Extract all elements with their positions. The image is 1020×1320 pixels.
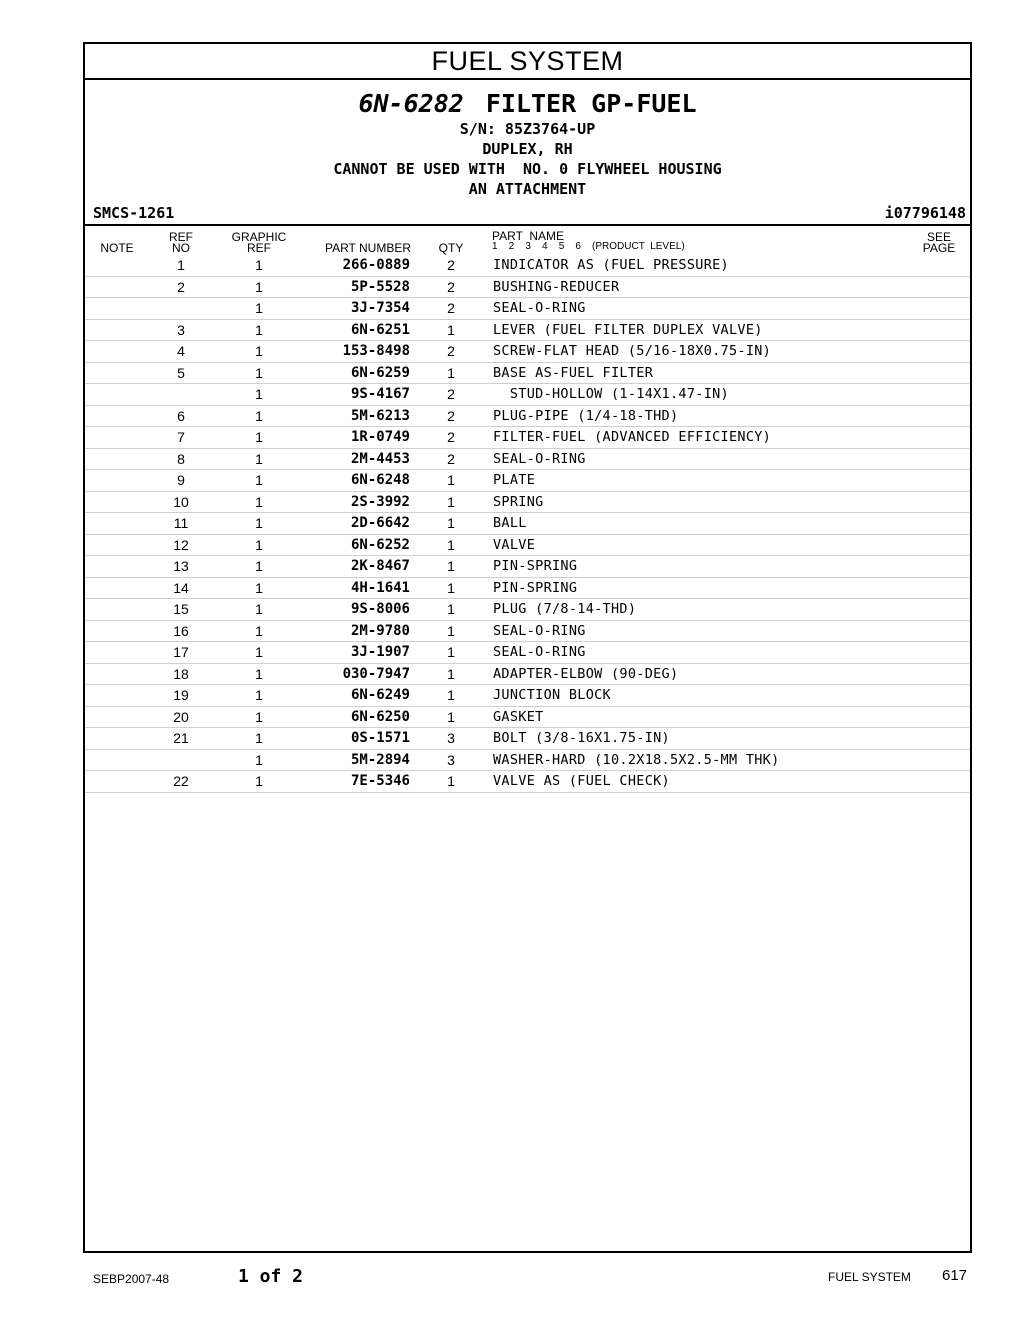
part-number: 5M-6213 [350,407,410,424]
group-heading [85,89,970,199]
ref-no: 22 [173,773,189,789]
graphic-ref: 1 [255,773,263,789]
illustration-id: i07796148 [884,204,966,222]
table-row [85,513,970,535]
part-name: FILTER-FUEL (ADVANCED EFFICIENCY) [493,429,772,445]
qty: 1 [447,493,455,510]
table-row [85,728,970,750]
qty: 1 [447,687,455,703]
ref-no: 3 [177,321,185,338]
graphic-ref: 1 [255,730,263,746]
ref-no: 20 [173,708,189,725]
col-ref-top: REF [169,230,193,244]
part-name: JUNCTION BLOCK [493,687,611,703]
graphic-ref: 1 [255,665,263,682]
table-row [85,449,970,471]
part-number: 2M-9780 [350,622,410,639]
smcs-code: SMCS-1261 [93,204,175,222]
qty: 2 [447,450,455,467]
table-row [85,599,970,621]
part-number: 4H-1641 [350,579,410,596]
table-row [85,363,970,385]
qty: 2 [447,343,455,359]
graphic-ref: 1 [255,493,263,510]
table-row [85,771,970,793]
graphic-ref: 1 [255,472,263,488]
table-row [85,685,970,707]
col-qty: QTY [438,241,464,255]
part-number: 5P-5528 [350,278,410,295]
part-name: BASE AS-FUEL FILTER [493,364,654,381]
ref-no: 1 [177,257,185,273]
qty: 2 [447,278,455,295]
graphic-ref: 1 [255,558,263,574]
graphic-ref: 1 [255,644,263,660]
parts-table [85,255,970,793]
part-number: 1R-0749 [350,429,410,445]
group-title [85,89,970,119]
part-number: 153-8498 [342,343,410,359]
graphic-ref: 1 [255,343,263,359]
table-row [85,664,970,686]
qty: 2 [447,257,455,273]
part-number: 0S-1571 [350,730,410,746]
graphic-ref: 1 [255,257,263,273]
qty: 2 [447,407,455,424]
part-name: SEAL-O-RING [493,644,586,660]
ref-no: 17 [173,644,189,660]
col-part-number: PART NUMBER [324,241,411,255]
page-number: 617 [942,1267,968,1284]
qty: 1 [447,364,455,381]
ref-no: 5 [177,364,185,381]
part-number: 266-0889 [342,257,410,273]
col-note: NOTE [100,241,134,255]
table-row [85,255,970,277]
part-name: SEAL-O-RING [493,450,586,467]
group-note-restriction: CANNOT BE USED WITH NO. 0 FLYWHEEL HOUSING [333,160,722,178]
section-title: FUEL SYSTEM [85,44,970,80]
part-number: 6N-6248 [350,472,410,488]
table-row [85,277,970,299]
part-number: 5M-2894 [350,751,410,768]
part-name: PLUG-PIPE (1/4-18-THD) [493,407,679,424]
ref-no: 8 [177,450,185,467]
qty: 1 [447,601,455,617]
table-row [85,621,970,643]
part-number: 2S-3992 [350,493,410,510]
table-row [85,492,970,514]
part-name: PIN-SPRING [493,558,578,574]
table-row [85,642,970,664]
graphic-ref: 1 [255,364,263,381]
col-ref-bottom: NO [172,241,190,255]
table-row [85,341,970,363]
part-name: ADAPTER-ELBOW (90-DEG) [493,665,679,682]
part-name: PLUG (7/8-14-THD) [493,601,637,617]
group-note-attachment: AN ATTACHMENT [468,180,587,198]
group-note-serial: S/N: 85Z3764-UP [459,120,596,138]
part-number: 7E-5346 [350,773,410,789]
col-product-level: 1 2 3 4 5 6 (PRODUCT LEVEL) [492,241,685,252]
graphic-ref: 1 [255,300,263,316]
col-see-bottom: PAGE [922,241,956,255]
table-row [85,707,970,729]
table-row [85,578,970,600]
part-name: VALVE [493,536,536,553]
col-see-top: SEE [926,230,951,244]
qty: 1 [447,644,455,660]
graphic-ref: 1 [255,407,263,424]
graphic-ref: 1 [255,579,263,596]
part-name: GASKET [493,708,544,725]
ref-no: 9 [177,472,185,488]
qty: 1 [447,536,455,553]
graphic-ref: 1 [255,321,263,338]
group-name: FILTER GP-FUEL [485,89,697,118]
part-number: 6N-6250 [350,708,410,725]
part-number: 9S-4167 [350,386,410,402]
part-name: WASHER-HARD (10.2X18.5X2.5-MM THK) [493,751,780,768]
ref-no: 12 [173,536,189,553]
graphic-ref: 1 [255,278,263,295]
part-number: 6N-6251 [350,321,410,338]
part-name: PIN-SPRING [493,579,578,596]
col-graphic-bottom: REF [247,241,271,255]
graphic-ref: 1 [255,687,263,703]
qty: 3 [447,751,455,768]
page-of: 1 of 2 [238,1266,304,1287]
ref-no: 4 [177,343,185,359]
part-name: BUSHING-REDUCER [493,278,620,295]
ref-no: 15 [173,601,189,617]
ref-no: 10 [173,493,189,510]
ref-no: 21 [173,730,189,746]
qty: 1 [447,558,455,574]
ref-no: 18 [173,665,189,682]
part-number: 030-7947 [342,665,410,682]
part-name: SEAL-O-RING [493,300,586,316]
table-row [85,750,970,772]
part-name: SEAL-O-RING [493,622,586,639]
qty: 1 [447,708,455,725]
part-name: SPRING [493,493,544,510]
table-row [85,535,970,557]
part-name: INDICATOR AS (FUEL PRESSURE) [493,257,729,273]
ref-no: 11 [173,515,189,531]
part-number: 2D-6642 [350,515,410,531]
footer-section: FUEL SYSTEM [828,1270,911,1284]
col-graphic-top: GRAPHIC [231,230,287,244]
part-name: LEVER (FUEL FILTER DUPLEX VALVE) [493,321,763,338]
table-row [85,406,970,428]
ref-no: 6 [177,407,185,424]
qty: 1 [447,665,455,682]
graphic-ref: 1 [255,386,263,402]
part-number: 9S-8006 [350,601,410,617]
col-part-name: PART NAME [492,229,565,243]
ref-no: 16 [173,622,189,639]
part-name: SCREW-FLAT HEAD (5/16-18X0.75-IN) [493,343,772,359]
header-divider [85,224,970,226]
table-row [85,298,970,320]
qty: 3 [447,730,455,746]
part-name: BALL [493,515,527,531]
part-number: 6N-6252 [350,536,410,553]
graphic-ref: 1 [255,536,263,553]
table-row [85,427,970,449]
qty: 1 [447,515,455,531]
graphic-ref: 1 [255,751,263,768]
ref-no: 7 [177,429,185,445]
part-name: VALVE AS (FUEL CHECK) [493,773,670,789]
graphic-ref: 1 [255,601,263,617]
group-note-type: DUPLEX, RH [482,140,573,158]
part-number: 2K-8467 [350,558,410,574]
table-row [85,320,970,342]
graphic-ref: 1 [255,622,263,639]
group-part-number: 6N-6282 [358,89,464,118]
qty: 2 [447,429,455,445]
part-number: 6N-6259 [350,364,410,381]
qty: 1 [447,472,455,488]
qty: 2 [447,300,455,316]
ref-no: 14 [173,579,189,596]
table-row [85,384,970,406]
graphic-ref: 1 [255,429,263,445]
graphic-ref: 1 [255,450,263,467]
part-number: 6N-6249 [350,687,410,703]
qty: 1 [447,773,455,789]
qty: 2 [447,386,455,402]
qty: 1 [447,579,455,596]
part-name: BOLT (3/8-16X1.75-IN) [493,730,670,746]
part-name: PLATE [493,472,536,488]
qty: 1 [447,321,455,338]
table-row [85,470,970,492]
qty: 1 [447,622,455,639]
part-number: 2M-4453 [350,450,410,467]
ref-no: 19 [173,687,189,703]
part-number: 3J-7354 [350,300,410,316]
doc-number: SEBP2007-48 [93,1272,170,1286]
table-row [85,556,970,578]
part-number: 3J-1907 [350,644,410,660]
part-name: STUD-HOLLOW (1-14X1.47-IN) [493,386,729,402]
ref-no: 13 [173,558,189,574]
page-frame [83,42,972,1253]
graphic-ref: 1 [255,515,263,531]
graphic-ref: 1 [255,708,263,725]
ref-no: 2 [177,278,185,295]
